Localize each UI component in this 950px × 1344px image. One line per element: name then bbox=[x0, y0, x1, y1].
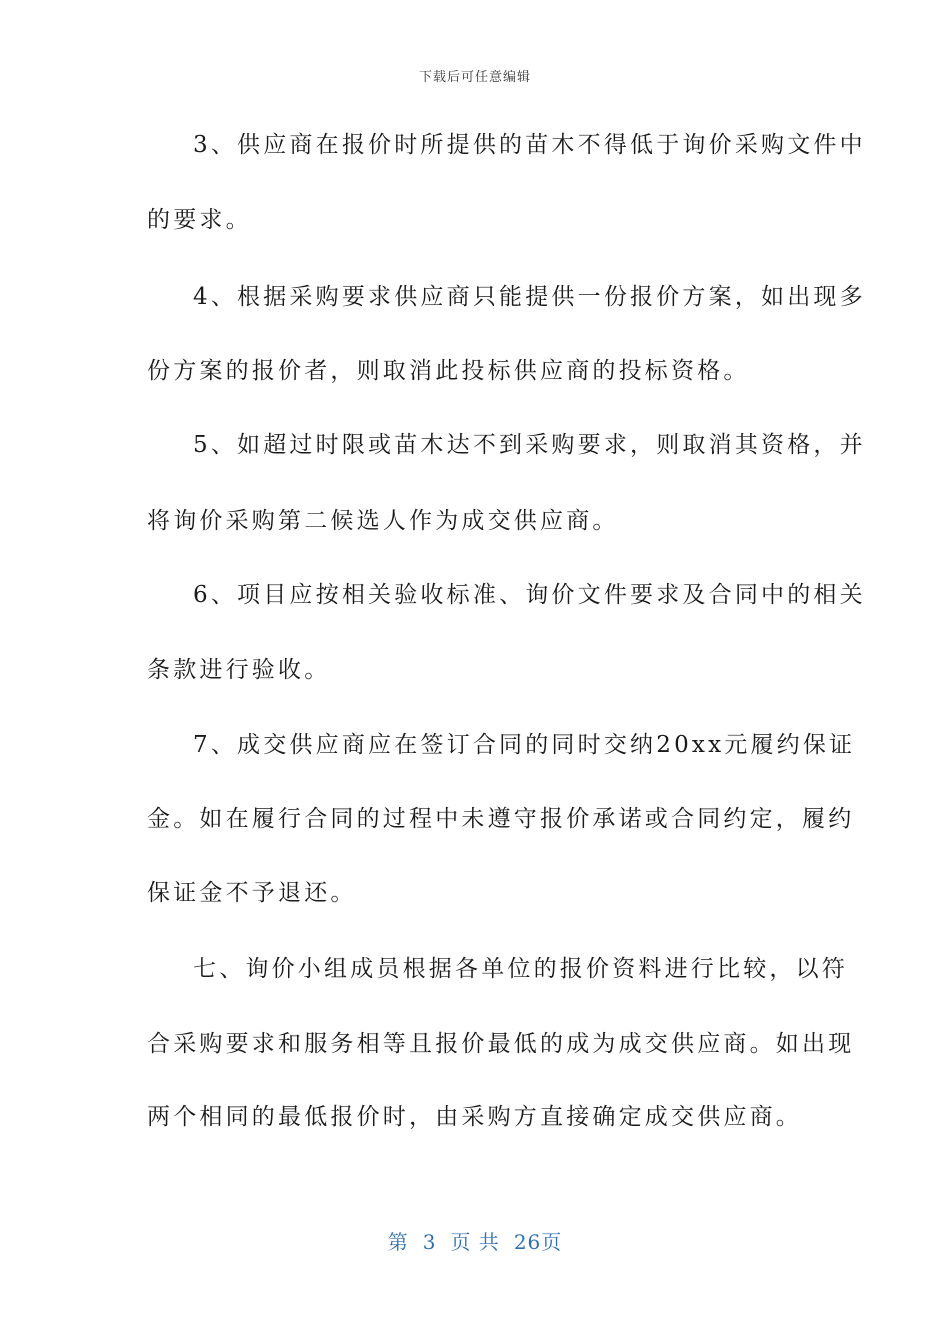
page-header: 下载后可任意编辑 bbox=[418, 70, 531, 85]
paragraph-6-line-2: 条款进行验收。 bbox=[147, 657, 331, 683]
footer-suffix: 页 bbox=[541, 1230, 563, 1254]
paragraph-4-line-2: 份方案的报价者，则取消此投标供应商的投标资格。 bbox=[147, 358, 750, 384]
paragraph-6-line-1: 6、项目应按相关验收标准、询价文件要求及合同中的相关 bbox=[193, 582, 866, 608]
paragraph-7-line-1: 7、成交供应商应在签订合同的同时交纳20xx元履约保证 bbox=[193, 732, 856, 758]
paragraph-7-line-2: 金。如在履行合同的过程中未遵守报价承诺或合同约定，履约 bbox=[147, 806, 855, 832]
paragraph-5-line-1: 5、如超过时限或苗木达不到采购要求，则取消其资格，并 bbox=[193, 432, 866, 458]
footer-prefix: 第 bbox=[387, 1230, 409, 1254]
paragraph-qi-line-2: 合采购要求和服务相等且报价最低的成为成交供应商。如出现 bbox=[147, 1031, 855, 1057]
paragraph-3-line-1: 3、供应商在报价时所提供的苗木不得低于询价采购文件中 bbox=[193, 132, 866, 158]
paragraph-7-line-3: 保证金不予退还。 bbox=[147, 880, 357, 906]
paragraph-3-line-2: 的要求。 bbox=[147, 207, 252, 233]
page-footer bbox=[0, 1226, 950, 1255]
paragraph-4-line-1: 4、根据采购要求供应商只能提供一份报价方案，如出现多 bbox=[193, 284, 866, 310]
paragraph-qi-line-3: 两个相同的最低报价时，由采购方直接确定成交供应商。 bbox=[147, 1104, 802, 1130]
paragraph-5-line-2: 将询价采购第二候选人作为成交供应商。 bbox=[147, 508, 619, 534]
footer-total-pages: 26 bbox=[513, 1230, 542, 1254]
footer-middle: 页 共 bbox=[450, 1230, 500, 1254]
footer-page-number: 3 bbox=[422, 1230, 437, 1254]
paragraph-qi-line-1: 七、询价小组成员根据各单位的报价资料进行比较，以符 bbox=[193, 956, 848, 982]
